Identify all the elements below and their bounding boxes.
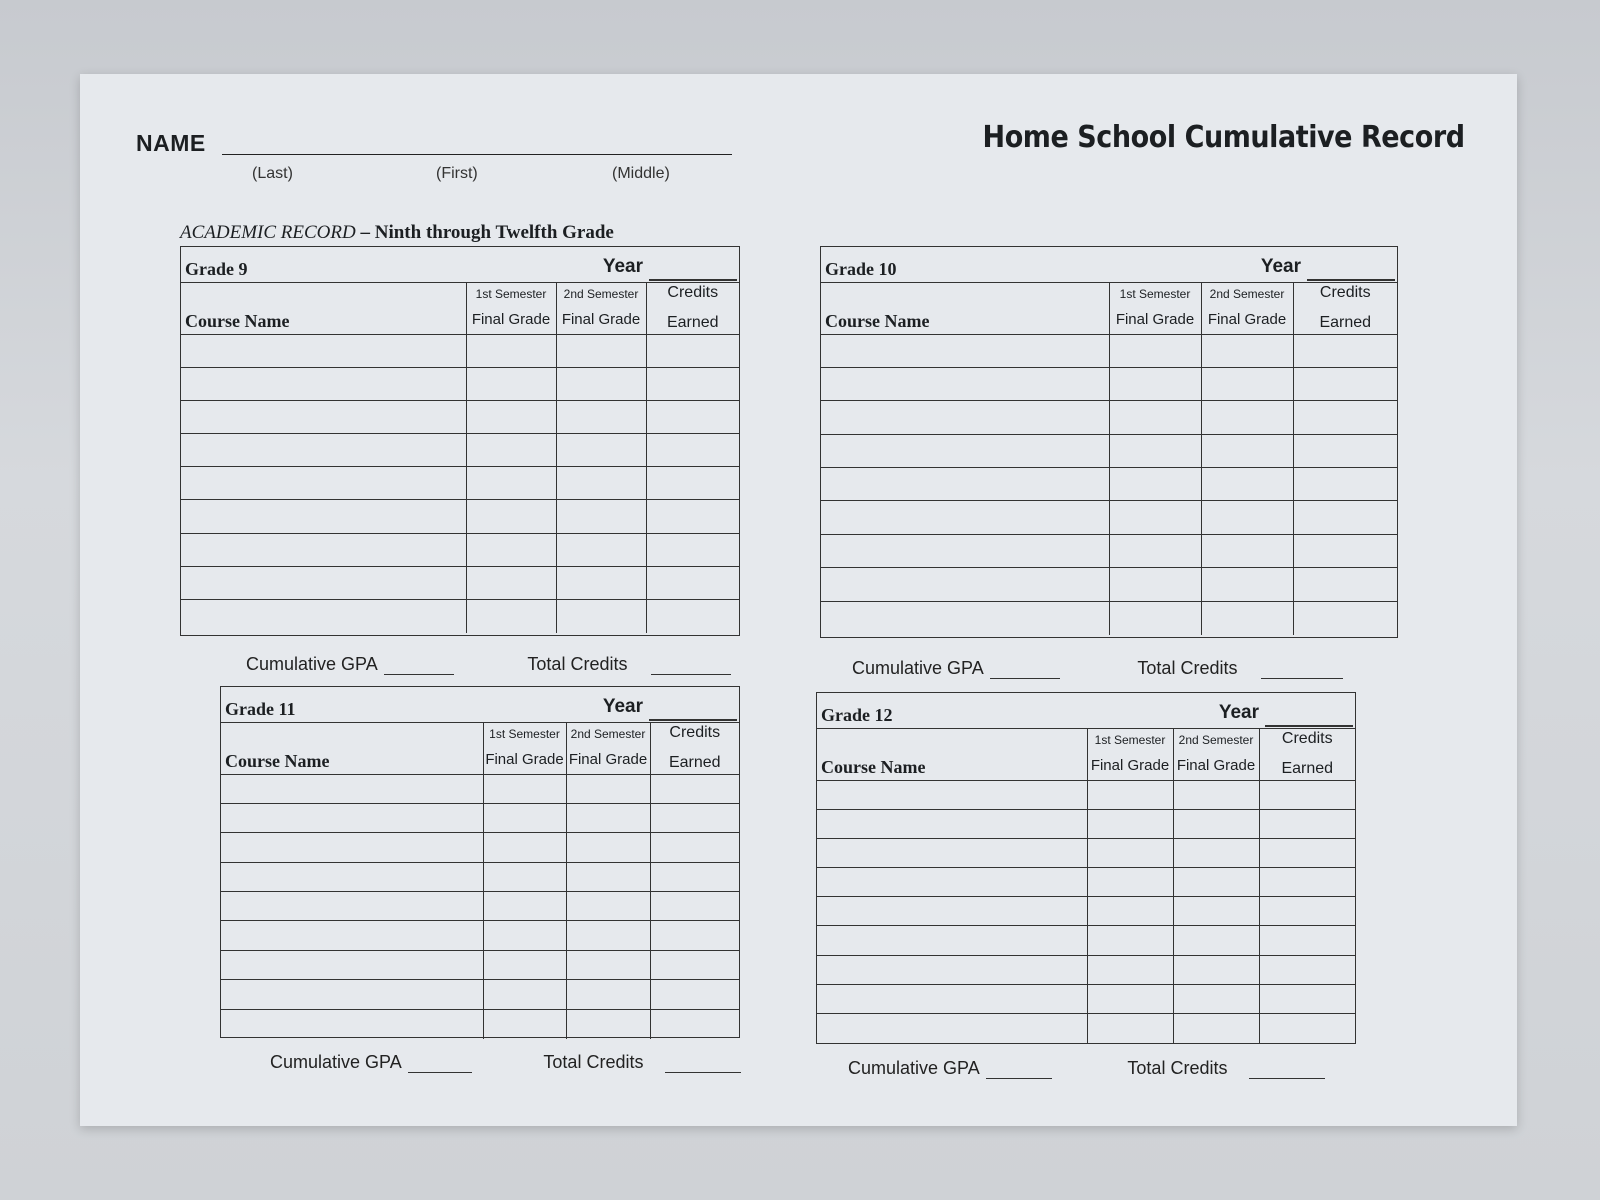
course-name-header: Course Name [817, 728, 1087, 780]
sem1-grade-cell[interactable] [483, 774, 566, 803]
sem1-grade-cell[interactable] [1109, 367, 1201, 400]
sem1-grade-cell[interactable] [1109, 601, 1201, 634]
sem1-grade-cell[interactable] [483, 980, 566, 1009]
table-row [221, 980, 739, 1009]
final-grade-label: Final Grade [1115, 311, 1195, 329]
grade-label: Grade 10 [825, 259, 897, 279]
course-table [817, 728, 1355, 1043]
sem2-grade-cell[interactable] [1173, 897, 1259, 926]
credits-cell[interactable] [650, 803, 739, 832]
credits-earned-header [1293, 282, 1397, 334]
sem1-label: 1st Semester [475, 287, 547, 302]
sem1-label: 1st Semester [1094, 733, 1166, 748]
table-row [181, 566, 739, 599]
course-name-cell[interactable] [821, 534, 1109, 567]
credits-cell[interactable] [1259, 926, 1355, 955]
sem1-grade-cell[interactable] [466, 566, 556, 599]
course-name-cell[interactable] [221, 803, 483, 832]
sem2-grade-cell[interactable] [1173, 984, 1259, 1013]
grade-header [821, 247, 1397, 283]
sem1-grade-cell[interactable] [1087, 1014, 1173, 1043]
credits-label: Credits [669, 723, 721, 741]
table-row [181, 533, 739, 566]
sem1-grade-cell[interactable] [1109, 501, 1201, 534]
credits-cell[interactable] [646, 467, 739, 500]
grade-12-footer [848, 1058, 1325, 1079]
earned-label: Earned [666, 313, 719, 331]
year-label: Year [602, 696, 643, 717]
sem2-label: 2nd Semester [1209, 287, 1285, 302]
credits-cell[interactable] [650, 980, 739, 1009]
sem1-grade-cell[interactable] [1087, 984, 1173, 1013]
name-part-last: (Last) [252, 165, 293, 182]
course-name-cell[interactable] [821, 401, 1109, 434]
course-name-cell[interactable] [221, 1009, 483, 1038]
grade-9-table [180, 246, 740, 636]
course-table [821, 282, 1397, 635]
final-grade-label: Final Grade [1176, 757, 1256, 775]
sem1-grade-cell[interactable] [483, 833, 566, 862]
table-row [821, 501, 1397, 534]
course-name-cell[interactable] [181, 400, 466, 433]
credits-cell[interactable] [650, 950, 739, 979]
sem1-grade-cell[interactable] [466, 434, 556, 467]
earned-label: Earned [668, 753, 721, 771]
sem2-grade-cell[interactable] [1201, 534, 1293, 567]
final-grade-label: Final Grade [561, 311, 641, 329]
table-row [821, 401, 1397, 434]
table-row [221, 803, 739, 832]
total-credits-blank[interactable] [1261, 678, 1343, 679]
grade-header [817, 693, 1355, 729]
sem1-final-grade-header [466, 282, 556, 334]
credits-label: Credits [667, 283, 719, 301]
course-name-cell[interactable] [817, 926, 1087, 955]
sem1-grade-cell[interactable] [1087, 838, 1173, 867]
year-field-line[interactable] [1265, 725, 1353, 727]
credits-cell[interactable] [646, 367, 739, 400]
sem1-label: 1st Semester [1119, 287, 1191, 302]
table-row [181, 334, 739, 367]
sem2-grade-cell[interactable] [566, 950, 650, 979]
course-name-cell[interactable] [821, 367, 1109, 400]
credits-cell[interactable] [650, 892, 739, 921]
grade-label: Grade 9 [185, 259, 248, 279]
year-field-line[interactable] [649, 279, 737, 281]
credits-cell[interactable] [1293, 334, 1397, 367]
total-credits-label: Total Credits [1137, 658, 1238, 678]
credits-cell[interactable] [1293, 501, 1397, 534]
sem2-grade-cell[interactable] [556, 334, 646, 367]
earned-label: Earned [1319, 313, 1372, 331]
sem2-grade-cell[interactable] [1173, 809, 1259, 838]
sem2-grade-cell[interactable] [556, 367, 646, 400]
cumulative-gpa-label: Cumulative GPA [270, 1052, 402, 1072]
cumulative-gpa-label: Cumulative GPA [848, 1058, 980, 1078]
course-name-cell[interactable] [817, 780, 1087, 809]
credits-cell[interactable] [646, 434, 739, 467]
credits-earned-header [1259, 728, 1355, 780]
table-row [817, 809, 1355, 838]
table-row [221, 921, 739, 950]
table-row [817, 955, 1355, 984]
sem2-grade-cell[interactable] [1201, 334, 1293, 367]
total-credits-blank[interactable] [1249, 1078, 1325, 1079]
table-row [221, 862, 739, 891]
sem2-grade-cell[interactable] [556, 434, 646, 467]
cumulative-gpa-blank[interactable] [408, 1072, 472, 1073]
sem2-final-grade-header [556, 282, 646, 334]
sem2-grade-cell[interactable] [556, 467, 646, 500]
year-label: Year [602, 256, 643, 277]
credits-cell[interactable] [646, 533, 739, 566]
table-row [821, 568, 1397, 601]
table-row [221, 833, 739, 862]
name-part-middle: (Middle) [612, 165, 670, 182]
sem2-grade-cell[interactable] [1201, 468, 1293, 501]
credits-cell[interactable] [1259, 809, 1355, 838]
course-name-cell[interactable] [817, 809, 1087, 838]
section-title-rest: – Ninth through Twelfth Grade [355, 222, 614, 243]
credits-cell[interactable] [650, 1009, 739, 1038]
sem1-grade-cell[interactable] [483, 862, 566, 891]
course-name-cell[interactable] [821, 601, 1109, 634]
total-credits-label: Total Credits [543, 1052, 644, 1072]
course-name-cell[interactable] [817, 897, 1087, 926]
credits-earned-header [650, 722, 739, 774]
sem1-grade-cell[interactable] [466, 500, 556, 533]
course-name-cell[interactable] [821, 334, 1109, 367]
sem1-grade-cell[interactable] [466, 600, 556, 633]
sem1-grade-cell[interactable] [1087, 926, 1173, 955]
table-row [221, 774, 739, 803]
course-table [181, 282, 739, 633]
course-name-cell[interactable] [181, 500, 466, 533]
course-name-cell[interactable] [817, 984, 1087, 1013]
table-row [817, 780, 1355, 809]
table-row [817, 868, 1355, 897]
table-row [821, 434, 1397, 467]
sem2-final-grade-header [1201, 282, 1293, 334]
cumulative-gpa-label: Cumulative GPA [246, 654, 378, 674]
credits-cell[interactable] [1259, 1014, 1355, 1043]
table-row [817, 984, 1355, 1013]
sem2-grade-cell[interactable] [1201, 568, 1293, 601]
table-row [817, 1014, 1355, 1043]
sem1-grade-cell[interactable] [1109, 568, 1201, 601]
course-name-cell[interactable] [821, 501, 1109, 534]
sem1-final-grade-header [1109, 282, 1201, 334]
sem1-final-grade-header [1087, 728, 1173, 780]
credits-cell[interactable] [1259, 838, 1355, 867]
table-row [181, 400, 739, 433]
course-name-cell[interactable] [221, 774, 483, 803]
credits-label: Credits [1319, 283, 1371, 301]
sem1-grade-cell[interactable] [1109, 534, 1201, 567]
sem1-grade-cell[interactable] [483, 950, 566, 979]
sem2-grade-cell[interactable] [1173, 926, 1259, 955]
table-row [817, 926, 1355, 955]
sem1-grade-cell[interactable] [1109, 468, 1201, 501]
credits-cell[interactable] [1259, 955, 1355, 984]
grade-9-footer [246, 654, 731, 675]
course-name-cell[interactable] [817, 955, 1087, 984]
table-row [181, 467, 739, 500]
cumulative-gpa-label: Cumulative GPA [852, 658, 984, 678]
course-name-cell[interactable] [821, 434, 1109, 467]
sem2-grade-cell[interactable] [566, 833, 650, 862]
course-name-cell[interactable] [817, 838, 1087, 867]
sem1-grade-cell[interactable] [466, 367, 556, 400]
name-label: NAME [136, 130, 206, 156]
credits-cell[interactable] [1259, 780, 1355, 809]
sem2-grade-cell[interactable] [566, 803, 650, 832]
table-row [181, 434, 739, 467]
sem2-grade-cell[interactable] [556, 533, 646, 566]
course-name-cell[interactable] [221, 980, 483, 1009]
sem1-grade-cell[interactable] [1087, 955, 1173, 984]
grade-11-footer [270, 1052, 741, 1073]
course-name-cell[interactable] [221, 921, 483, 950]
credits-cell[interactable] [1259, 868, 1355, 897]
year-field-line[interactable] [649, 719, 737, 721]
sem1-grade-cell[interactable] [1087, 809, 1173, 838]
sem1-grade-cell[interactable] [466, 533, 556, 566]
name-field-line[interactable] [222, 154, 732, 155]
sem2-grade-cell[interactable] [566, 862, 650, 891]
credits-cell[interactable] [646, 400, 739, 433]
sem2-grade-cell[interactable] [1173, 868, 1259, 897]
final-grade-label: Final Grade [1090, 757, 1170, 775]
sem2-grade-cell[interactable] [1201, 601, 1293, 634]
sem2-label: 2nd Semester [570, 727, 646, 742]
sem2-label: 2nd Semester [563, 287, 639, 302]
sem2-grade-cell[interactable] [1173, 955, 1259, 984]
table-row [817, 897, 1355, 926]
sem2-grade-cell[interactable] [556, 500, 646, 533]
table-row [821, 334, 1397, 367]
grade-12-table [816, 692, 1356, 1044]
credits-cell[interactable] [650, 862, 739, 891]
year-label: Year [1218, 702, 1259, 723]
sem2-grade-cell[interactable] [1201, 367, 1293, 400]
year-field-line[interactable] [1307, 279, 1395, 281]
sem2-grade-cell[interactable] [556, 600, 646, 633]
sem1-grade-cell[interactable] [483, 803, 566, 832]
sem1-grade-cell[interactable] [483, 892, 566, 921]
sem2-label: 2nd Semester [1178, 733, 1254, 748]
final-grade-label: Final Grade [485, 751, 564, 769]
total-credits-blank[interactable] [665, 1072, 741, 1073]
name-part-first: (First) [436, 165, 478, 182]
course-name-cell[interactable] [817, 868, 1087, 897]
sem2-grade-cell[interactable] [1201, 434, 1293, 467]
sem1-grade-cell[interactable] [1109, 434, 1201, 467]
final-grade-label: Final Grade [1207, 311, 1287, 329]
sem1-final-grade-header [483, 722, 566, 774]
sem2-grade-cell[interactable] [1173, 1014, 1259, 1043]
table-row [181, 600, 739, 633]
cumulative-gpa-blank[interactable] [986, 1078, 1052, 1079]
sem2-grade-cell[interactable] [566, 1009, 650, 1038]
course-name-cell[interactable] [181, 600, 466, 633]
sem2-grade-cell[interactable] [1201, 501, 1293, 534]
table-row [181, 500, 739, 533]
credits-cell[interactable] [650, 774, 739, 803]
course-name-cell[interactable] [221, 892, 483, 921]
year-label: Year [1260, 256, 1301, 277]
table-header-row [221, 722, 739, 774]
grade-label: Grade 12 [821, 705, 893, 725]
document-title: Home School Cumulative Record [982, 120, 1465, 155]
credits-cell[interactable] [650, 833, 739, 862]
course-name-cell[interactable] [181, 533, 466, 566]
course-name-cell[interactable] [181, 367, 466, 400]
sem1-grade-cell[interactable] [1087, 780, 1173, 809]
credits-cell[interactable] [1259, 897, 1355, 926]
total-credits-label: Total Credits [1127, 1058, 1228, 1078]
sem2-grade-cell[interactable] [556, 400, 646, 433]
sem2-grade-cell[interactable] [1201, 401, 1293, 434]
credits-cell[interactable] [1293, 534, 1397, 567]
course-name-cell[interactable] [821, 568, 1109, 601]
credits-cell[interactable] [1293, 367, 1397, 400]
sem1-grade-cell[interactable] [1109, 401, 1201, 434]
cumulative-gpa-blank[interactable] [990, 678, 1060, 679]
grade-11-table [220, 686, 740, 1038]
sem2-grade-cell[interactable] [566, 921, 650, 950]
sem1-grade-cell[interactable] [1087, 897, 1173, 926]
course-table [221, 722, 739, 1039]
course-name-cell[interactable] [221, 862, 483, 891]
credits-cell[interactable] [1293, 568, 1397, 601]
sem2-final-grade-header [1173, 728, 1259, 780]
credits-cell[interactable] [1293, 468, 1397, 501]
credits-cell[interactable] [650, 921, 739, 950]
credits-cell[interactable] [646, 566, 739, 599]
credits-cell[interactable] [646, 334, 739, 367]
table-row [821, 534, 1397, 567]
grade-header [221, 687, 739, 723]
cumulative-gpa-blank[interactable] [384, 674, 454, 675]
course-name-header: Course Name [221, 722, 483, 774]
table-row [181, 367, 739, 400]
grade-10-footer [852, 658, 1343, 679]
course-name-cell[interactable] [181, 566, 466, 599]
course-name-cell[interactable] [181, 467, 466, 500]
final-grade-label: Final Grade [568, 751, 648, 769]
course-name-cell[interactable] [221, 833, 483, 862]
course-name-header: Course Name [181, 282, 466, 334]
sem2-grade-cell[interactable] [556, 566, 646, 599]
sem1-grade-cell[interactable] [466, 400, 556, 433]
sem2-grade-cell[interactable] [1173, 838, 1259, 867]
course-name-cell[interactable] [181, 434, 466, 467]
earned-label: Earned [1281, 759, 1334, 777]
sem2-grade-cell[interactable] [566, 774, 650, 803]
credits-cell[interactable] [1293, 401, 1397, 434]
total-credits-label: Total Credits [527, 654, 628, 674]
final-grade-label: Final Grade [471, 311, 551, 329]
credits-label: Credits [1281, 729, 1333, 747]
table-row [821, 468, 1397, 501]
sem2-grade-cell[interactable] [1173, 780, 1259, 809]
course-name-header: Course Name [821, 282, 1109, 334]
table-row [821, 367, 1397, 400]
section-title [180, 222, 614, 244]
table-header-row [821, 282, 1397, 334]
course-name-cell[interactable] [817, 1014, 1087, 1043]
sem1-grade-cell[interactable] [1087, 868, 1173, 897]
credits-cell[interactable] [1259, 984, 1355, 1013]
sem2-grade-cell[interactable] [566, 892, 650, 921]
course-name-cell[interactable] [181, 334, 466, 367]
table-row [817, 838, 1355, 867]
table-row [821, 601, 1397, 634]
course-name-cell[interactable] [821, 468, 1109, 501]
sem1-grade-cell[interactable] [1109, 334, 1201, 367]
sem1-label: 1st Semester [489, 727, 560, 742]
table-row [221, 892, 739, 921]
section-title-italic: ACADEMIC RECORD [180, 222, 356, 243]
credits-cell[interactable] [646, 600, 739, 633]
sem1-grade-cell[interactable] [466, 467, 556, 500]
grade-label: Grade 11 [225, 699, 296, 719]
table-row [221, 950, 739, 979]
credits-cell[interactable] [1293, 434, 1397, 467]
credits-earned-header [646, 282, 739, 334]
grade-header [181, 247, 739, 283]
table-row [221, 1009, 739, 1038]
sem2-final-grade-header [566, 722, 650, 774]
sem1-grade-cell[interactable] [483, 1009, 566, 1038]
course-name-cell[interactable] [221, 950, 483, 979]
credits-cell[interactable] [1293, 601, 1397, 634]
table-header-row [817, 728, 1355, 780]
sem1-grade-cell[interactable] [483, 921, 566, 950]
grade-10-table [820, 246, 1398, 638]
record-sheet [80, 74, 1517, 1126]
table-header-row [181, 282, 739, 334]
sem1-grade-cell[interactable] [466, 334, 556, 367]
credits-cell[interactable] [646, 500, 739, 533]
total-credits-blank[interactable] [651, 674, 731, 675]
sem2-grade-cell[interactable] [566, 980, 650, 1009]
